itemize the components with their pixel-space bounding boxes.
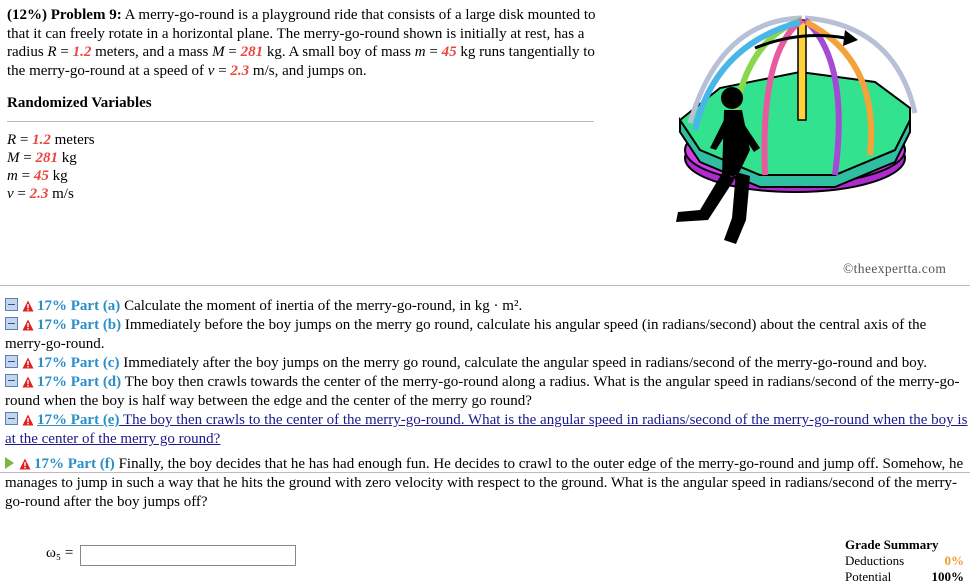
var-symbol: R bbox=[7, 132, 17, 148]
parts-list bbox=[5, 297, 970, 512]
part-text: The boy then crawls to the center of the merry-go-round. What is the angular speed in radians/second of the merry-go-round when the boy is at the center of the merry go round? bbox=[5, 412, 968, 447]
part-f[interactable] bbox=[5, 455, 970, 512]
radius-value: 1.2 bbox=[72, 44, 92, 60]
part-a[interactable] bbox=[5, 297, 970, 316]
var-symbol: M bbox=[212, 44, 225, 60]
part-text: The boy then crawls towards the center of the merry-go-round along a radius. What is the angular speed in radians/second of the merry-go-round when the boy is half way between the edge and the center of the merry go round? bbox=[5, 374, 960, 409]
part-label: 17% Part (d) bbox=[37, 374, 122, 390]
mass-value: 281 bbox=[240, 44, 264, 60]
divider bbox=[7, 121, 594, 122]
warning-icon bbox=[22, 357, 34, 369]
part-label: 17% Part (e) bbox=[37, 412, 120, 428]
var-symbol: M bbox=[7, 150, 20, 166]
deductions-value: 0% bbox=[944, 553, 964, 568]
part-label: 17% Part (f) bbox=[34, 456, 115, 472]
part-text: Finally, the boy decides that he has had enough fun. He decides to crawl to the outer edge of the merry-go-round and jump off. Somehow, he manages to jump in such a way that he hits the ground with zero velocity with respect to the ground. What is the angular speed in radians/second of the merry-go-round after the boy jumps off? bbox=[5, 456, 964, 510]
problem-text: m/s, and jumps on. bbox=[249, 62, 367, 79]
var-symbol: v bbox=[207, 62, 215, 79]
var-value: 2.3 bbox=[29, 186, 49, 202]
part-d[interactable] bbox=[5, 373, 970, 411]
problem-weight: (12%) bbox=[7, 7, 47, 23]
var-symbol: m bbox=[7, 168, 18, 184]
deductions-label: Deductions bbox=[845, 553, 905, 568]
warning-icon bbox=[22, 319, 34, 331]
grade-summary bbox=[845, 537, 970, 585]
var-value: 45 bbox=[33, 168, 49, 184]
answer-input[interactable] bbox=[80, 545, 296, 566]
warning-icon bbox=[19, 458, 31, 470]
divider bbox=[0, 285, 970, 286]
expand-icon[interactable] bbox=[5, 298, 18, 311]
var-unit: kg bbox=[48, 168, 68, 184]
part-text: Immediately before the boy jumps on the merry go round, calculate his angular speed (in radians/second) about the central axis of the merry-go-round. bbox=[5, 317, 927, 352]
warning-icon bbox=[22, 300, 34, 312]
part-c[interactable] bbox=[5, 354, 970, 373]
var-unit: kg bbox=[57, 150, 77, 166]
grade-summary-title: Grade Summary bbox=[845, 537, 939, 552]
warning-icon bbox=[22, 414, 34, 426]
expand-icon[interactable] bbox=[5, 412, 18, 425]
expand-icon[interactable] bbox=[5, 374, 18, 387]
boy-mass-value: 45 bbox=[441, 44, 457, 60]
problem-text: kg runs tangentially to the merry-go-round at a speed of bbox=[7, 44, 595, 79]
problem-statement: (12%) Problem 9: A merry-go-round is a playground ride that consists of a large disk mounted to that it can freely rotate in a horizontal plane. The merry-go-round shown is initially at rest, has a radius R = 1.2 meters, and a mass M = 281 kg. A small boy of mass m = 45 kg runs tangentially to the merry-go-round at a speed of v = 2.3 m/s, and jumps on. bbox=[7, 7, 596, 79]
var-unit: meters bbox=[50, 132, 95, 148]
answer-label: ω₅ = bbox=[46, 545, 74, 561]
divider bbox=[0, 472, 970, 473]
part-label: 17% Part (a) bbox=[37, 298, 121, 314]
var-symbol: R bbox=[47, 44, 57, 60]
potential-row bbox=[845, 569, 970, 585]
randomized-variables-title: Randomized Variables bbox=[7, 95, 152, 111]
variable-row: M = 281 kg bbox=[7, 150, 77, 166]
part-text: Calculate the moment of inertia of the merry-go-round, in kg · m². bbox=[124, 298, 523, 314]
problem-text: kg. A small boy of mass bbox=[263, 44, 415, 60]
problem-label: Problem 9: bbox=[50, 7, 122, 23]
play-icon[interactable] bbox=[5, 457, 14, 469]
warning-icon bbox=[22, 376, 34, 388]
part-e[interactable] bbox=[5, 411, 970, 449]
deductions-row bbox=[845, 553, 970, 569]
part-b[interactable] bbox=[5, 316, 970, 354]
part-label: 17% Part (b) bbox=[37, 317, 122, 333]
potential-value: 100% bbox=[931, 569, 964, 584]
copyright-credit: ©theexpertta.com bbox=[843, 261, 947, 276]
problem-text: meters, and a mass bbox=[91, 44, 213, 60]
part-text: Immediately after the boy jumps on the merry go round, calculate the angular speed in radians/second of the merry-go-round and boy. bbox=[123, 355, 927, 371]
var-symbol: v bbox=[7, 186, 14, 202]
problem-text: A merry-go-round is a playground ride that consists of a large disk mounted to that it can freely rotate in a horizontal plane. The merry-go-round shown is initially at rest, has a radius bbox=[7, 7, 596, 60]
variable-row: v = 2.3 m/s bbox=[7, 186, 74, 202]
potential-label: Potential bbox=[845, 569, 892, 584]
var-value: 1.2 bbox=[32, 132, 51, 148]
var-value: 281 bbox=[35, 150, 58, 166]
expand-icon[interactable] bbox=[5, 355, 18, 368]
randomized-variables-list bbox=[7, 131, 95, 203]
var-symbol: m bbox=[414, 44, 426, 60]
variable-row: R = 1.2 meters bbox=[7, 132, 95, 148]
speed-value: 2.3 bbox=[230, 62, 250, 79]
variable-row: m = 45 kg bbox=[7, 168, 68, 184]
var-unit: m/s bbox=[48, 186, 74, 202]
merry-go-round-illustration bbox=[660, 0, 970, 260]
part-label: 17% Part (c) bbox=[37, 355, 120, 371]
expand-icon[interactable] bbox=[5, 317, 18, 330]
